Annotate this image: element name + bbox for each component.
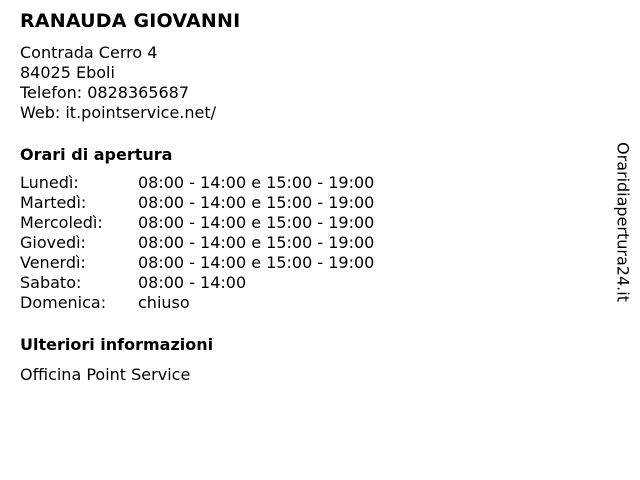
contact-details — [20, 43, 216, 123]
site-watermark: Oraridiapertura24.it — [613, 142, 633, 302]
day-label: Lunedì: — [20, 173, 79, 192]
additional-info-text: Officina Point Service — [20, 365, 191, 384]
day-label: Martedì: — [20, 193, 87, 212]
day-label: Mercoledì: — [20, 213, 103, 232]
additional-info-title: Ulteriori informazioni — [20, 335, 214, 354]
day-label: Sabato: — [20, 273, 82, 292]
time-value: 08:00 - 14:00 — [138, 273, 247, 292]
business-name: RANAUDA GIOVANNI — [20, 10, 241, 32]
opening-hours-title: Orari di apertura — [20, 145, 173, 164]
time-value: 08:00 - 14:00 e 15:00 - 19:00 — [138, 193, 375, 212]
time-value: 08:00 - 14:00 e 15:00 - 19:00 — [138, 253, 375, 272]
time-value: chiuso — [138, 293, 190, 312]
day-label: Venerdì: — [20, 253, 86, 272]
time-value: 08:00 - 14:00 e 15:00 - 19:00 — [138, 173, 375, 192]
day-label: Giovedì: — [20, 233, 86, 252]
time-value: 08:00 - 14:00 e 15:00 - 19:00 — [138, 213, 375, 232]
time-value: 08:00 - 14:00 e 15:00 - 19:00 — [138, 233, 375, 252]
phone-number: Telefon: 0828365687 — [20, 83, 190, 102]
street-address: Contrada Cerro 4 — [20, 43, 158, 62]
website: Web: it.pointservice.net/ — [20, 103, 217, 122]
day-label: Domenica: — [20, 293, 107, 312]
city-postal-code: 84025 Eboli — [20, 63, 115, 82]
